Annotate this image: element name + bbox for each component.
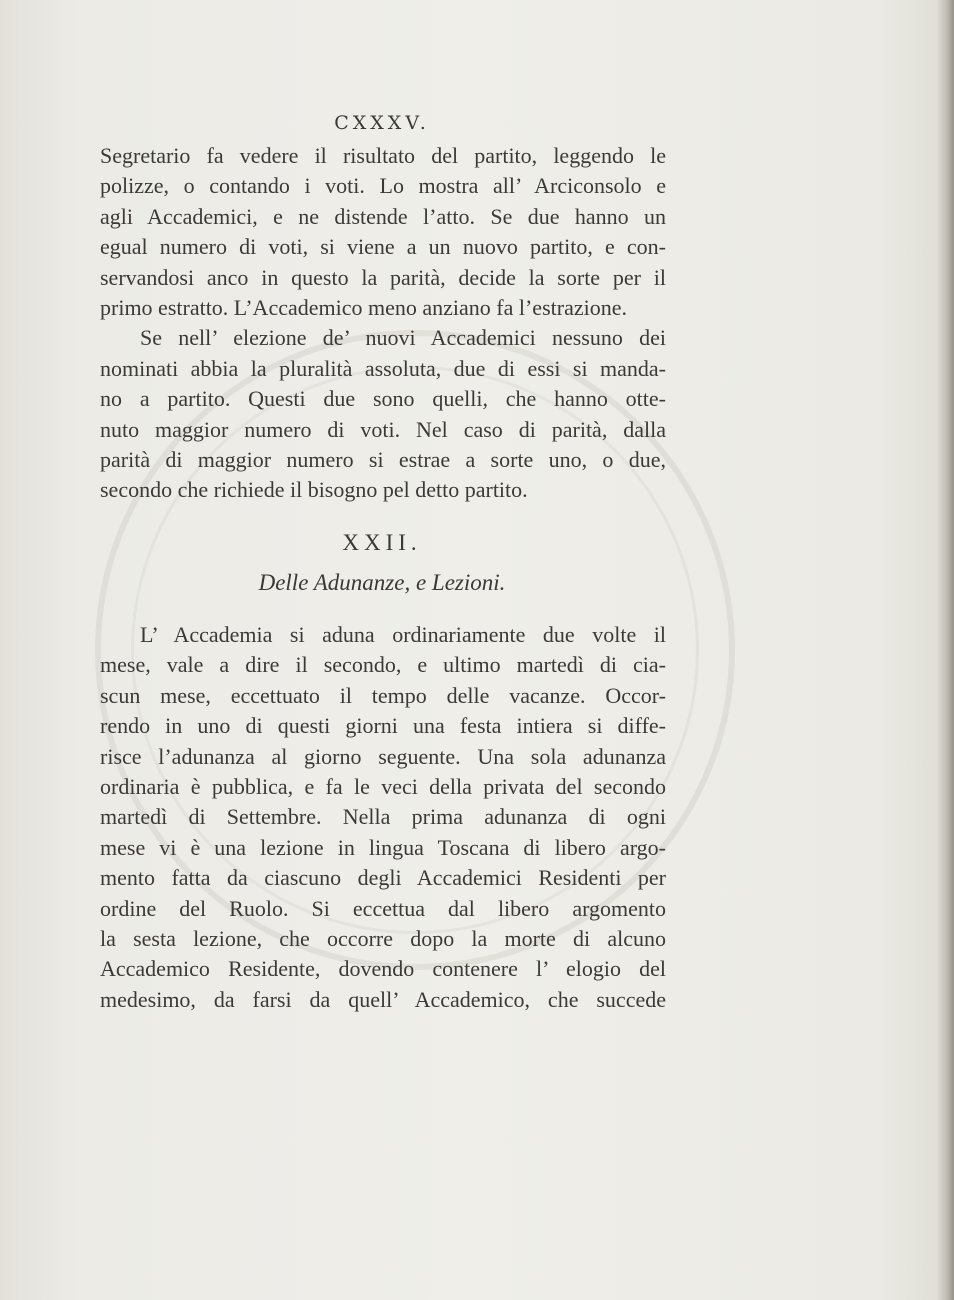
- text-line: la sesta lezione, che occorre dopo la morte di alcuno: [100, 925, 666, 951]
- text-block-section: [100, 620, 666, 1015]
- text-line: nuto maggior numero di voti. Nel caso di parità, dalla: [100, 416, 666, 442]
- text-line: polizze, o contando i voti. Lo mostra all’ Arciconsolo e: [100, 173, 666, 199]
- paragraph-voting-result: [100, 141, 666, 323]
- section-number: XXII.: [342, 530, 422, 555]
- section-title: Delle Adunanze, e Lezioni.: [258, 570, 506, 595]
- text-line: parità di maggior numero si estrae a sorte uno, o due,: [100, 446, 666, 472]
- text-line: medesimo, da farsi da quell’ Accademico, che succede: [100, 986, 666, 1012]
- paragraph-meetings-lectures: [100, 620, 666, 1015]
- text-line: rendo in uno di questi giorni una festa intiera si diffe-: [100, 713, 666, 739]
- text-line: ordine del Ruolo. Si eccettua dal libero argomento: [100, 895, 666, 921]
- text-line: agli Accademici, e ne distende l’atto. Se due hanno un: [100, 203, 666, 229]
- text-line: scun mese, eccettuato il tempo delle vacanze. Occor-: [100, 682, 666, 708]
- text-line: primo estratto. L’Accademico meno anziano fa l’estrazione.: [100, 294, 627, 320]
- text-line: Se nell’ elezione de’ nuovi Accademici nessuno dei: [140, 325, 666, 351]
- paragraph-election-plurality: [100, 323, 666, 505]
- text-line: martedì di Settembre. Nella prima adunanza di ogni: [100, 804, 666, 830]
- text-line: mese, vale a dire il secondo, e ultimo martedì di cia-: [100, 652, 666, 678]
- text-line: ordinaria è pubblica, e fa le veci della privata del secondo: [100, 773, 666, 799]
- text-line: servandosi anco in questo la parità, decide la sorte per il: [100, 264, 666, 290]
- text-line: secondo che richiede il bisogno pel detto partito.: [100, 477, 528, 503]
- text-line: L’ Accademia si aduna ordinariamente due volte il: [140, 622, 666, 647]
- text-line: Segretario fa vedere il risultato del partito, leggendo le: [100, 143, 666, 168]
- page-edge-shadow: [936, 0, 954, 1300]
- text-line: no a partito. Questi due sono quelli, che hanno otte-: [100, 386, 666, 412]
- text-line: mese vi è una lezione in lingua Toscana di libero argo-: [100, 834, 666, 860]
- text-line: risce l’adunanza al giorno seguente. Una sola adunanza: [100, 743, 666, 769]
- text-block-continued: [100, 141, 666, 506]
- text-line: nominati abbia la pluralità assoluta, due di essi si manda-: [100, 355, 666, 381]
- text-line: Accademico Residente, dovendo contenere l’ elogio del: [100, 956, 666, 982]
- text-line: mento fatta da ciascuno degli Accademici Residenti per: [100, 865, 666, 891]
- page-number-header: CXXXV.: [334, 112, 430, 134]
- text-line: egual numero di voti, si viene a un nuovo partito, e con-: [100, 234, 666, 260]
